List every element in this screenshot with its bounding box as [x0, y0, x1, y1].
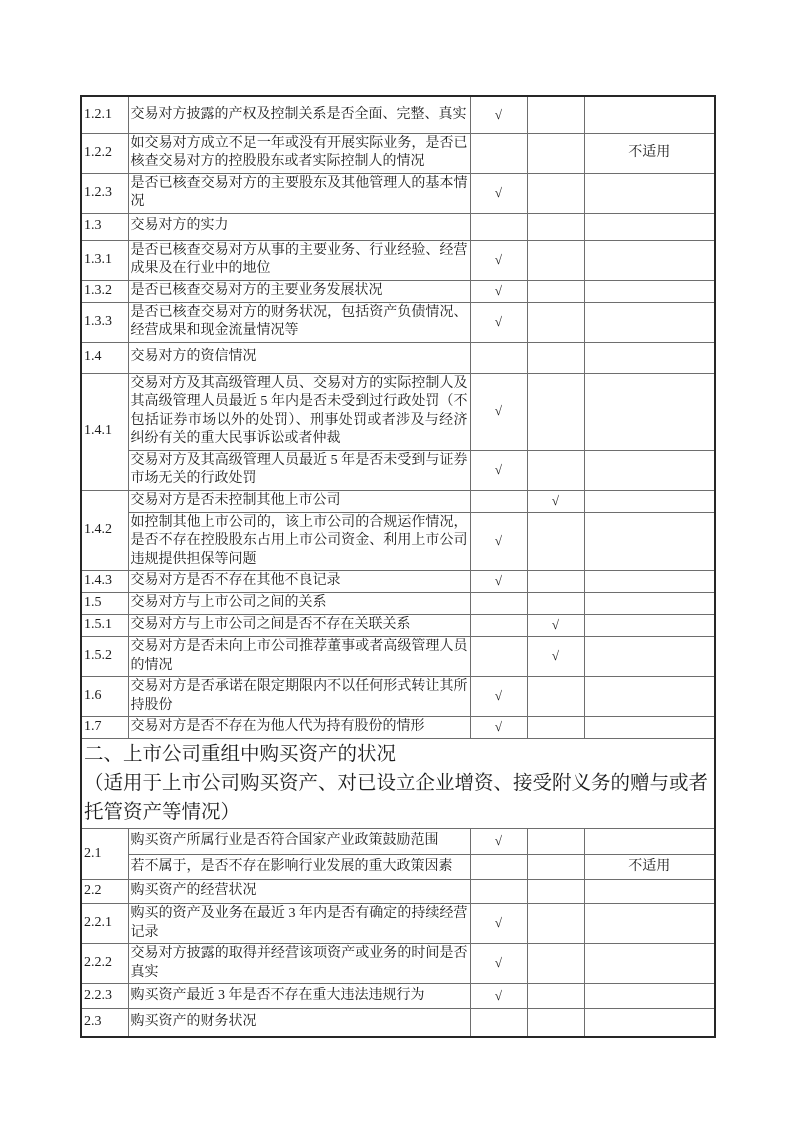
item-number: 1.5 [81, 593, 128, 615]
check-cell-no [527, 240, 584, 280]
check-cell-yes: √ [470, 571, 527, 593]
remark-cell: 不适用 [584, 133, 715, 173]
item-number: 1.3.1 [81, 240, 128, 280]
item-number: 1.3 [81, 213, 128, 240]
item-number: 2.2.1 [81, 904, 128, 944]
check-cell-yes [470, 133, 527, 173]
table-row [81, 829, 715, 855]
item-text: 交易对方是否不存在为他人代为持有股份的情形 [128, 717, 470, 739]
table-row [81, 571, 715, 593]
table-row [81, 593, 715, 615]
check-cell-yes: √ [470, 450, 527, 490]
item-text: 交易对方披露的取得并经营该项资产或业务的时间是否真实 [128, 944, 470, 984]
item-text: 购买资产的经营状况 [128, 880, 470, 904]
check-cell-no [527, 133, 584, 173]
remark-cell [584, 637, 715, 677]
check-cell-no [527, 280, 584, 302]
check-cell-no [527, 571, 584, 593]
remark-cell [584, 280, 715, 302]
table-row [81, 240, 715, 280]
check-cell-yes [470, 342, 527, 373]
remark-cell [584, 450, 715, 490]
item-text: 交易对方的实力 [128, 213, 470, 240]
due-diligence-checklist-table [80, 95, 716, 1038]
check-cell-yes [470, 637, 527, 677]
item-number: 1.3.3 [81, 302, 128, 342]
check-cell-no [527, 96, 584, 133]
remark-cell [584, 984, 715, 1009]
remark-cell [584, 342, 715, 373]
check-cell-yes: √ [470, 302, 527, 342]
remark-cell [584, 944, 715, 984]
remark-cell [584, 373, 715, 450]
item-text: 交易对方是否未控制其他上市公司 [128, 490, 470, 512]
check-cell-yes [470, 213, 527, 240]
remark-cell [584, 904, 715, 944]
item-text: 若不属于，是否不存在影响行业发展的重大政策因素 [128, 855, 470, 880]
check-cell-no [527, 904, 584, 944]
check-cell-yes [470, 880, 527, 904]
item-text: 交易对方是否不存在其他不良记录 [128, 571, 470, 593]
check-cell-no [527, 302, 584, 342]
item-text: 是否已核查交易对方的主要股东及其他管理人的基本情况 [128, 173, 470, 213]
check-cell-no [527, 829, 584, 855]
check-cell-no [527, 677, 584, 717]
table-row [81, 450, 715, 490]
remark-cell [584, 173, 715, 213]
remark-cell [584, 213, 715, 240]
item-number: 1.4.2 [81, 490, 128, 571]
check-cell-no [527, 342, 584, 373]
table-row [81, 490, 715, 512]
check-cell-no [527, 984, 584, 1009]
item-text: 是否已核查交易对方的财务状况，包括资产负债情况、经营成果和现金流量情况等 [128, 302, 470, 342]
table-row [81, 637, 715, 677]
item-text: 交易对方与上市公司之间的关系 [128, 593, 470, 615]
section-2-header-row [81, 739, 715, 829]
table-row [81, 173, 715, 213]
table-row [81, 944, 715, 984]
table-row [81, 984, 715, 1009]
remark-cell [584, 490, 715, 512]
check-cell-yes: √ [470, 984, 527, 1009]
item-text: 交易对方是否承诺在限定期限内不以任何形式转让其所持股份 [128, 677, 470, 717]
remark-cell [584, 829, 715, 855]
item-number: 1.4.3 [81, 571, 128, 593]
table-row [81, 880, 715, 904]
remark-cell [584, 593, 715, 615]
item-number: 2.2.2 [81, 944, 128, 984]
remark-cell [584, 302, 715, 342]
item-text: 交易对方的资信情况 [128, 342, 470, 373]
item-number: 2.3 [81, 1009, 128, 1037]
item-text: 购买资产最近 3 年是否不存在重大违法违规行为 [128, 984, 470, 1009]
table-row [81, 904, 715, 944]
item-text: 购买资产的财务状况 [128, 1009, 470, 1037]
check-cell-yes: √ [470, 904, 527, 944]
table-row [81, 717, 715, 739]
item-text: 是否已核查交易对方从事的主要业务、行业经验、经营成果及在行业中的地位 [128, 240, 470, 280]
remark-cell [584, 240, 715, 280]
item-text: 交易对方与上市公司之间是否不存在关联关系 [128, 615, 470, 637]
item-text: 交易对方披露的产权及控制关系是否全面、完整、真实 [128, 96, 470, 133]
check-cell-yes [470, 490, 527, 512]
item-text: 是否已核查交易对方的主要业务发展状况 [128, 280, 470, 302]
item-text: 如交易对方成立不足一年或没有开展实际业务，是否已核查交易对方的控股股东或者实际控制人的情况 [128, 133, 470, 173]
table-row [81, 677, 715, 717]
item-number: 2.2 [81, 880, 128, 904]
remark-cell [584, 571, 715, 593]
check-cell-no [527, 593, 584, 615]
check-cell-yes [470, 1009, 527, 1037]
remark-cell [584, 96, 715, 133]
item-number: 1.5.2 [81, 637, 128, 677]
section-2-subtitle: （适用于上市公司购买资产、对已设立企业增资、接受附义务的赠与或者托管资产等情况） [84, 773, 709, 823]
remark-cell [584, 717, 715, 739]
check-cell-yes: √ [470, 944, 527, 984]
table-row [81, 342, 715, 373]
check-cell-no [527, 213, 584, 240]
remark-cell: 不适用 [584, 855, 715, 880]
table-row [81, 1009, 715, 1037]
item-number: 2.1 [81, 829, 128, 880]
check-cell-yes [470, 615, 527, 637]
check-cell-no: √ [527, 615, 584, 637]
check-cell-yes: √ [470, 677, 527, 717]
item-number: 1.2.2 [81, 133, 128, 173]
check-cell-no [527, 944, 584, 984]
check-cell-no [527, 717, 584, 739]
item-text: 交易对方及其高级管理人员、交易对方的实际控制人及其高级管理人员最近 5 年内是否未受到过行政处罚（不包括证券市场以外的处罚）、刑事处罚或者涉及与经济纠纷有关的重大民事诉讼或者仲裁 [128, 373, 470, 450]
check-cell-no: √ [527, 490, 584, 512]
item-number: 1.5.1 [81, 615, 128, 637]
check-cell-yes: √ [470, 373, 527, 450]
check-cell-no [527, 1009, 584, 1037]
check-cell-yes: √ [470, 512, 527, 571]
table-row [81, 855, 715, 880]
item-number: 1.4 [81, 342, 128, 373]
check-cell-yes: √ [470, 829, 527, 855]
item-number: 1.3.2 [81, 280, 128, 302]
item-number: 2.2.3 [81, 984, 128, 1009]
table-row [81, 512, 715, 571]
section-2-title: 二、上市公司重组中购买资产的状况 [84, 744, 397, 765]
table-row [81, 213, 715, 240]
table-row [81, 373, 715, 450]
check-cell-yes: √ [470, 717, 527, 739]
section-2-header-cell [81, 739, 715, 829]
check-cell-yes: √ [470, 240, 527, 280]
check-cell-no [527, 880, 584, 904]
item-text: 购买资产所属行业是否符合国家产业政策鼓励范围 [128, 829, 470, 855]
check-cell-no [527, 450, 584, 490]
remark-cell [584, 512, 715, 571]
check-cell-yes: √ [470, 96, 527, 133]
item-number: 1.6 [81, 677, 128, 717]
item-text: 购买的资产及业务在最近 3 年内是否有确定的持续经营记录 [128, 904, 470, 944]
check-cell-no [527, 373, 584, 450]
item-text: 如控制其他上市公司的，该上市公司的合规运作情况，是否不存在控股股东占用上市公司资金、利用上市公司违规提供担保等问题 [128, 512, 470, 571]
item-number: 1.2.1 [81, 96, 128, 133]
remark-cell [584, 1009, 715, 1037]
table-row [81, 96, 715, 133]
remark-cell [584, 677, 715, 717]
item-text: 交易对方是否未向上市公司推荐董事或者高级管理人员的情况 [128, 637, 470, 677]
check-cell-no: √ [527, 637, 584, 677]
item-text: 交易对方及其高级管理人员最近 5 年是否未受到与证券市场无关的行政处罚 [128, 450, 470, 490]
check-cell-yes: √ [470, 280, 527, 302]
item-number: 1.7 [81, 717, 128, 739]
check-cell-yes [470, 855, 527, 880]
table-row [81, 615, 715, 637]
table-row [81, 133, 715, 173]
check-cell-no [527, 512, 584, 571]
check-cell-no [527, 173, 584, 213]
remark-cell [584, 880, 715, 904]
table-row [81, 302, 715, 342]
check-cell-yes: √ [470, 173, 527, 213]
check-cell-no [527, 855, 584, 880]
check-cell-yes [470, 593, 527, 615]
item-number: 1.4.1 [81, 373, 128, 490]
remark-cell [584, 615, 715, 637]
item-number: 1.2.3 [81, 173, 128, 213]
table-row [81, 280, 715, 302]
